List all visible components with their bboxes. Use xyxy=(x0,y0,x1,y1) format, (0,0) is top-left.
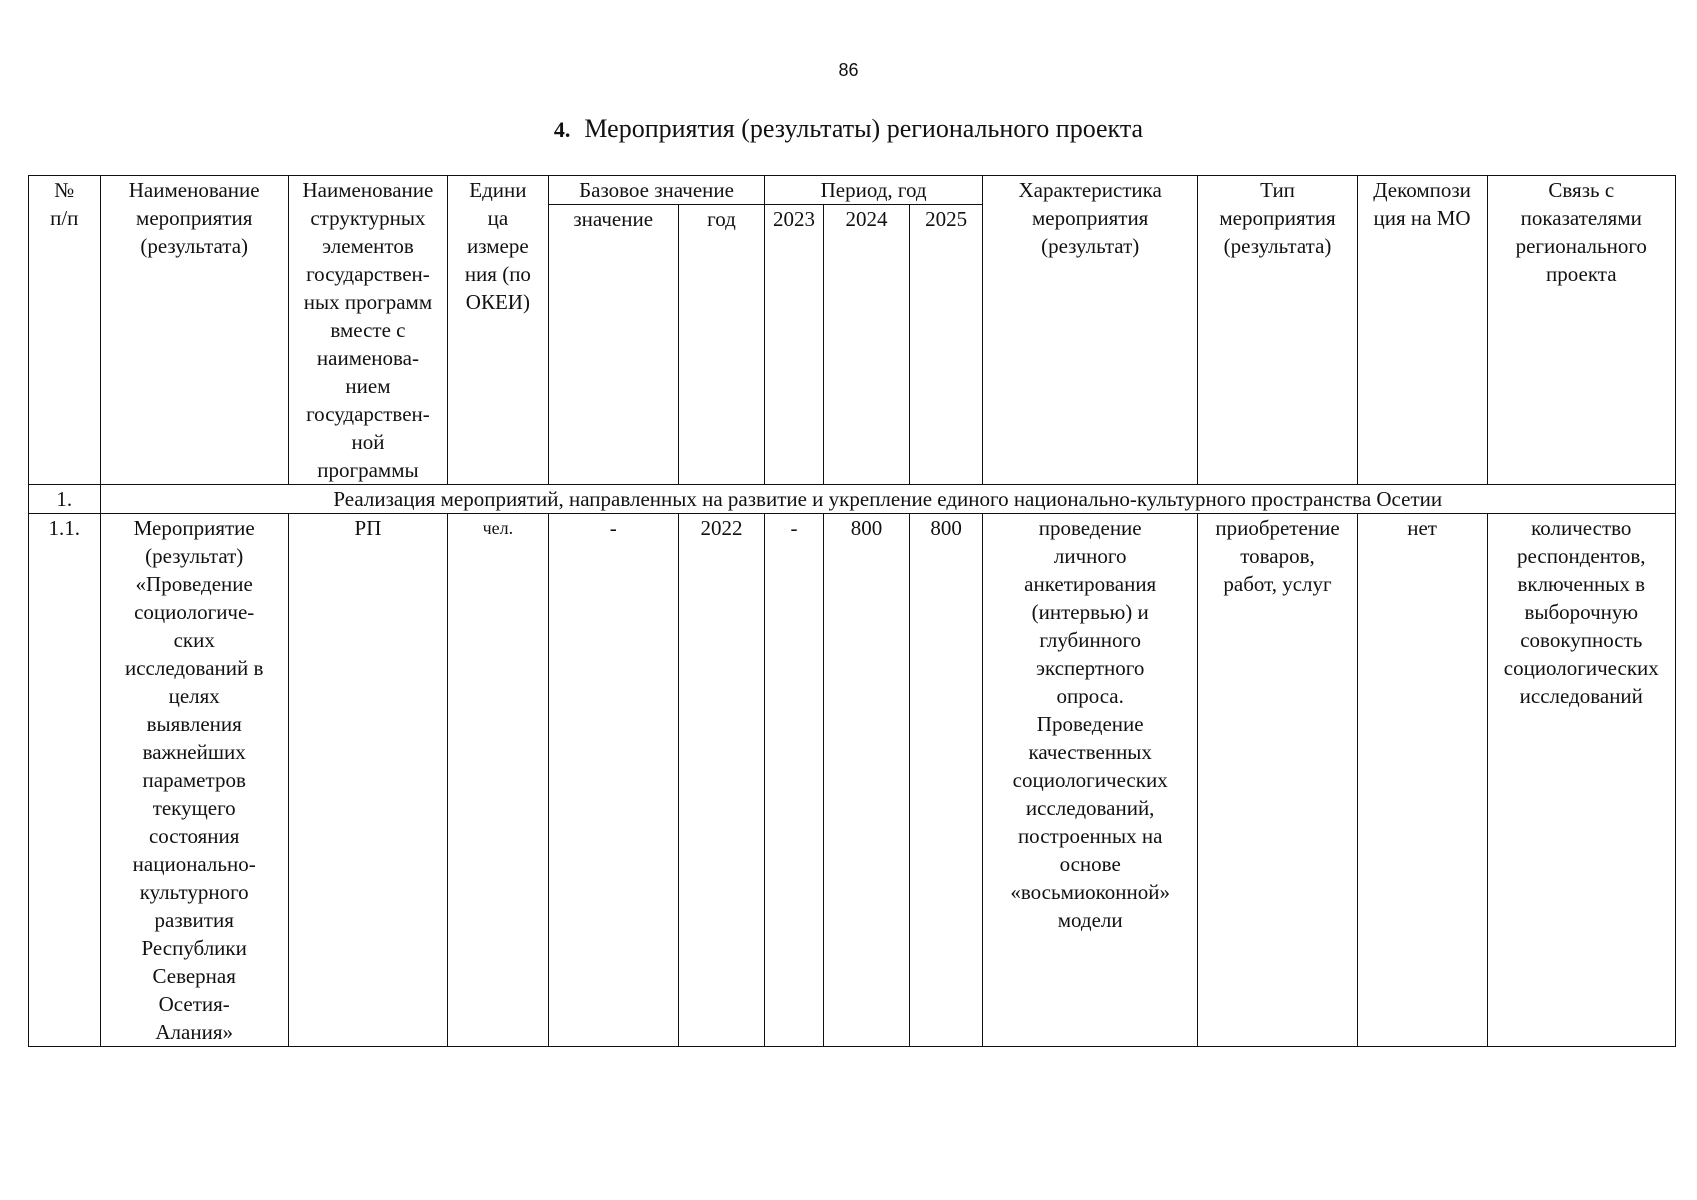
section-text: Реализация мероприятий, направленных на развитие и укрепление единого национально-культурного пространства Осетии xyxy=(100,485,1675,514)
row-name: Мероприятие (результат) «Проведение социологиче- ских исследований в целях выявления важнейших параметров текущего состояния национально- культурного развития Республики Северная Осетия- Алания» xyxy=(100,514,288,1047)
header-num: № п/п xyxy=(29,176,101,485)
row-unit: чел. xyxy=(448,514,549,1047)
header-2025: 2025 xyxy=(910,205,983,485)
row-num: 1.1. xyxy=(29,514,101,1047)
header-period: Период, год xyxy=(765,176,983,205)
header-2023: 2023 xyxy=(765,205,823,485)
row-2023: - xyxy=(765,514,823,1047)
header-base-value: значение xyxy=(548,205,678,485)
header-2024: 2024 xyxy=(823,205,910,485)
header-char: Характеристика мероприятия (результат) xyxy=(982,176,1198,485)
page-number: 86 xyxy=(838,60,859,80)
section-title-text: Мероприятия (результаты) регионального проекта xyxy=(584,114,1144,143)
header-type: Тип мероприятия (результата) xyxy=(1198,176,1357,485)
section-row xyxy=(29,485,1676,514)
table-row xyxy=(29,514,1676,1047)
header-base-year: год xyxy=(678,205,765,485)
header-base: Базовое значение xyxy=(548,176,765,205)
row-2025: 800 xyxy=(910,514,983,1047)
row-base-year: 2022 xyxy=(678,514,765,1047)
row-type: приобретение товаров, работ, услуг xyxy=(1198,514,1357,1047)
header-name: Наименование мероприятия (результата) xyxy=(100,176,288,485)
header-row-1 xyxy=(29,176,1676,205)
row-decomp: нет xyxy=(1357,514,1487,1047)
header-link: Связь с показателями регионального проекта xyxy=(1487,176,1675,485)
row-2024: 800 xyxy=(823,514,910,1047)
row-char: проведение личного анкетирования (интервью) и глубинного экспертного опроса. Проведение качественных социологических исследований, построенных на основе «восьмиоконной» модели xyxy=(982,514,1198,1047)
row-link: количество респондентов, включенных в выборочную совокупность социологических исследований xyxy=(1487,514,1675,1047)
header-struct: Наименование структурных элементов государствен- ных программ вместе с наименова- нием государствен- ной программы xyxy=(288,176,447,485)
row-struct: РП xyxy=(288,514,447,1047)
results-table xyxy=(28,175,1676,1047)
row-base-value: - xyxy=(548,514,678,1047)
header-unit: Едини ца измере ния (по ОКЕИ) xyxy=(448,176,549,485)
section-title-number: 4. xyxy=(553,117,571,142)
section-title xyxy=(0,114,1697,144)
header-decomp: Декомпози ция на МО xyxy=(1357,176,1487,485)
section-num: 1. xyxy=(29,485,101,514)
